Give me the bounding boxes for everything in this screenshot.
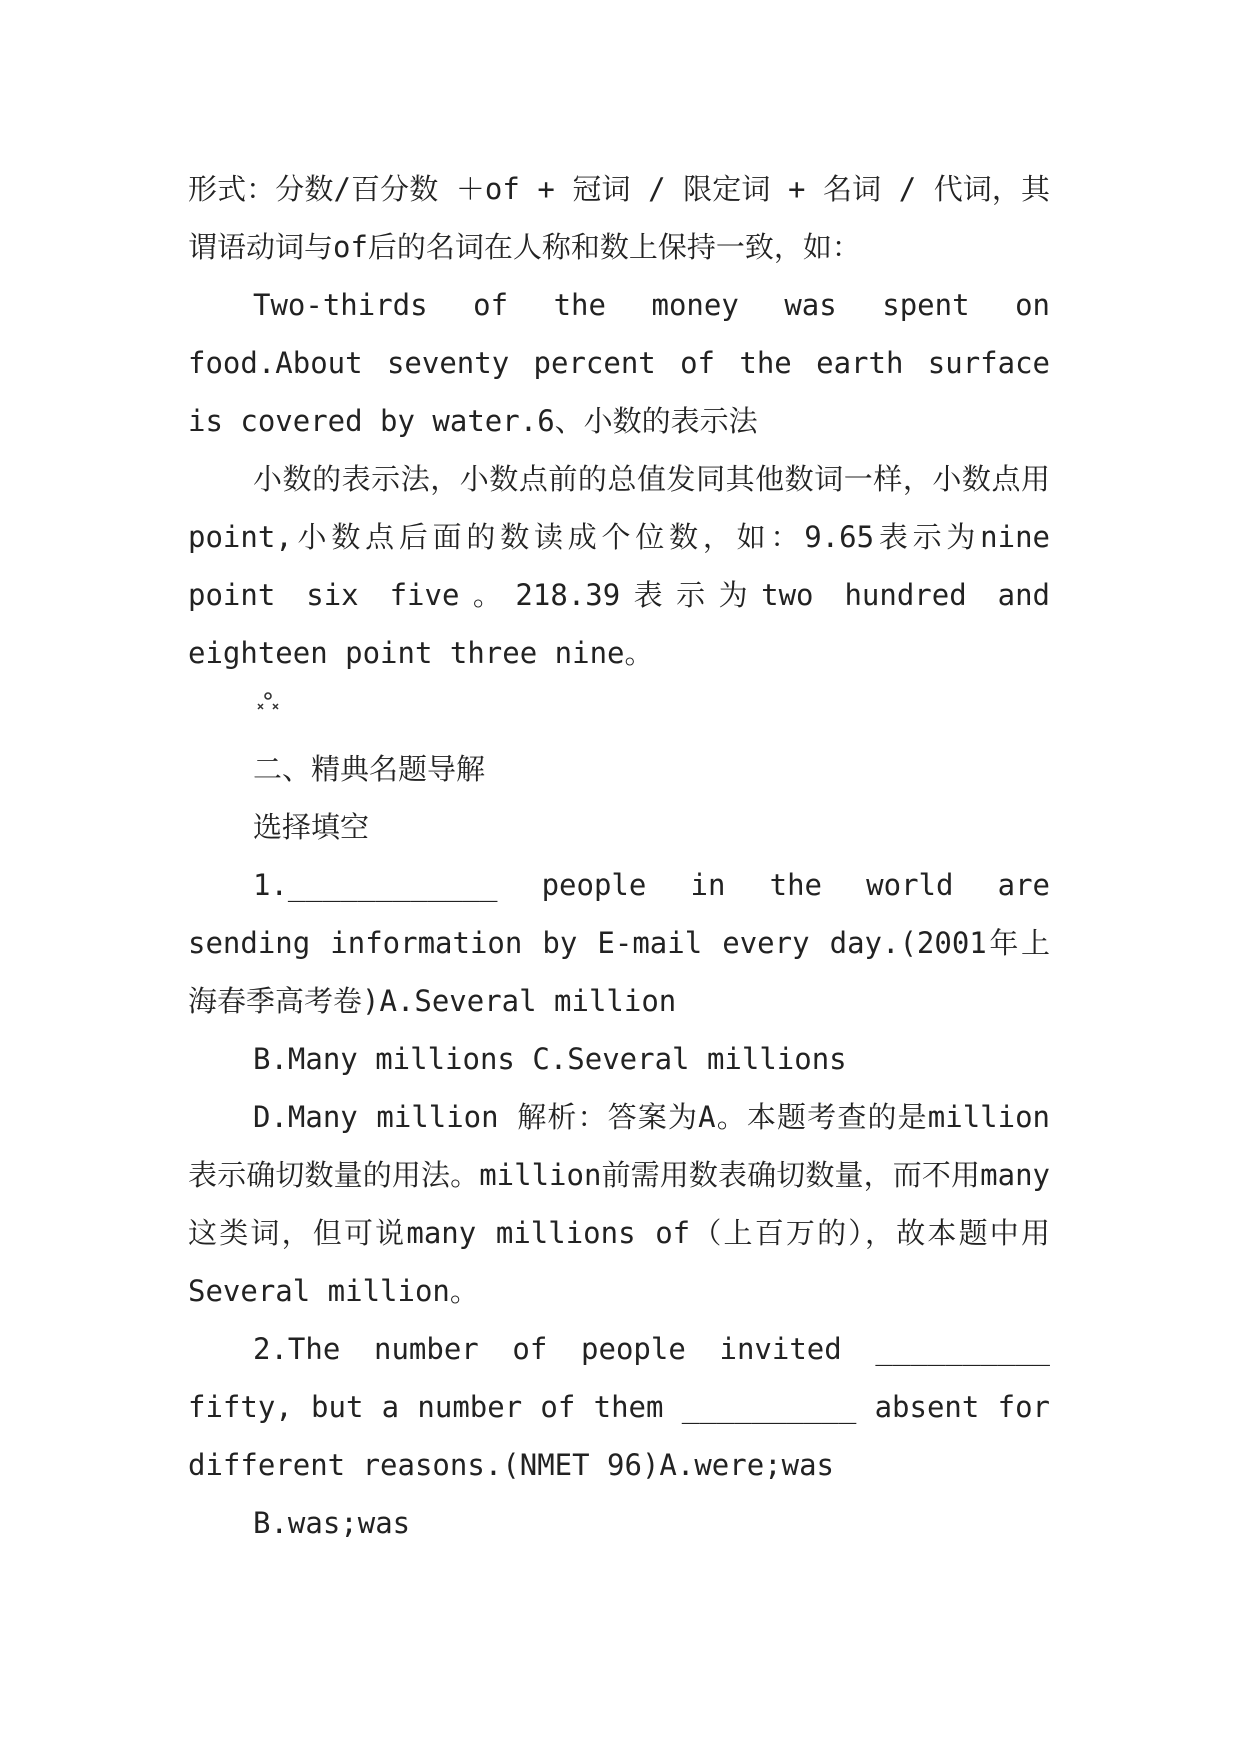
question-1-option-d-analysis: D.Many million 解析：答案为A。本题考查的是million表示确切数量的用法。million前需用数表确切数量，而不用many这类词，但可说many millions of（上百万的），故本题中用Several million。	[188, 1100, 1050, 1308]
paragraph-fraction-examples: Two-thirds of the money was spent on food.About seventy percent of the earth surface is covered by water.6、小数的表示法	[188, 288, 1050, 438]
question-1-stem: 1.____________ people in the world are sending information by E-mail every day.(2001年上海春季高考卷)A.Several million	[188, 868, 1050, 1018]
question-2-option-b: B.was;was	[253, 1506, 411, 1540]
document-body	[188, 160, 1050, 1552]
subsection-title: 选择填空	[253, 810, 370, 844]
dots-ornament-glyph	[255, 690, 281, 716]
question-2-stem: 2.The number of people invited __________ fifty, but a number of them __________ absent for different reasons.(NMET 96)A.were;was	[188, 1332, 1050, 1482]
question-1-options-bc: B.Many millions C.Several millions	[253, 1042, 847, 1076]
paragraph-decimal-rules: 小数的表示法，小数点前的总值发同其他数词一样，小数点用point,小数点后面的数读成个位数，如：9.65表示为nine point six five。218.39表示为two hundred and eighteen point three nine。	[188, 462, 1050, 670]
paragraph-fraction-form: 形式：分数/百分数 ＋of + 冠词 / 限定词 + 名词 / 代词，其谓语动词与of后的名词在人称和数上保持一致，如：	[188, 172, 1050, 264]
dots-ornament-icon	[253, 682, 1050, 740]
section-title: 二、精典名题导解	[253, 752, 486, 786]
